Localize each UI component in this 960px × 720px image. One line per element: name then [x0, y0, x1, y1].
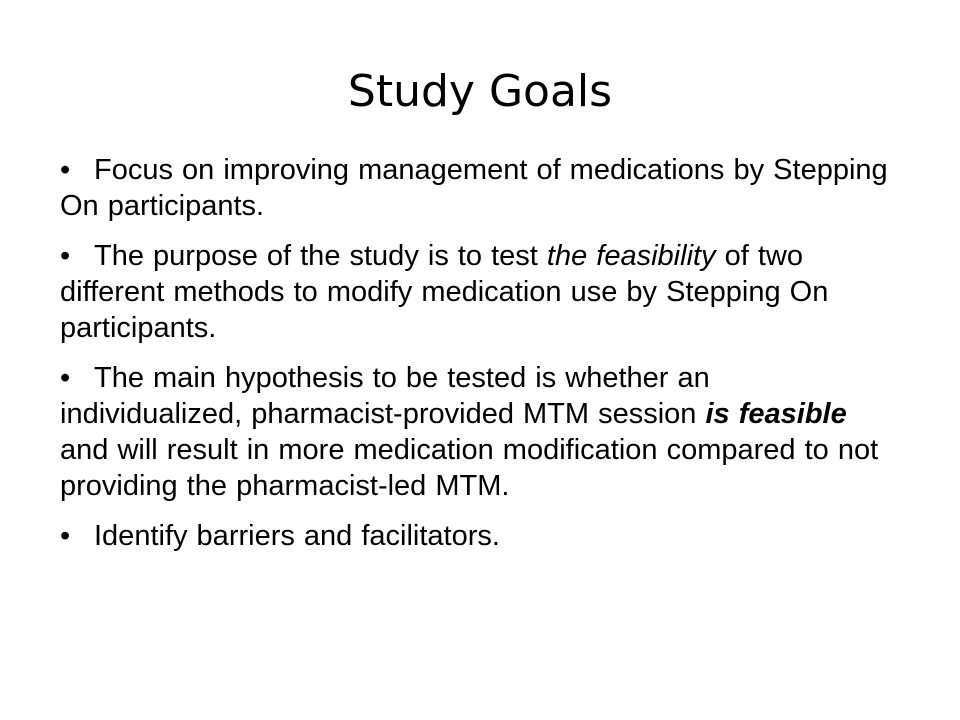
- emphasis-text: the feasibility: [546, 240, 716, 272]
- bullet-icon: •: [60, 520, 71, 552]
- paragraph-text: The purpose of the study is to test: [94, 240, 547, 272]
- bullet-paragraph: [60, 238, 900, 346]
- bullet-paragraph: [60, 152, 900, 224]
- paragraph-text: Identify barriers and facilitators.: [94, 520, 500, 552]
- paragraph-text: The main hypothesis to be tested is whether an individualized, pharmacist-provided MTM session: [60, 362, 710, 430]
- strong-emphasis-text: is feasible: [705, 398, 847, 430]
- bullet-icon: •: [60, 362, 71, 394]
- slide-body: [60, 152, 900, 568]
- bullet-icon: •: [60, 154, 71, 186]
- paragraph-text: of two different methods to modify medication use by Stepping On participants.: [60, 240, 829, 344]
- paragraph-text: Focus on improving management of medications by Stepping On participants.: [60, 154, 888, 222]
- bullet-icon: •: [60, 240, 71, 272]
- bullet-paragraph: [60, 360, 900, 504]
- bullet-paragraph: [60, 518, 900, 554]
- paragraph-text: and will result in more medication modification compared to not providing the pharmacist-led MTM.: [60, 434, 879, 502]
- slide-title: Study Goals: [347, 66, 613, 117]
